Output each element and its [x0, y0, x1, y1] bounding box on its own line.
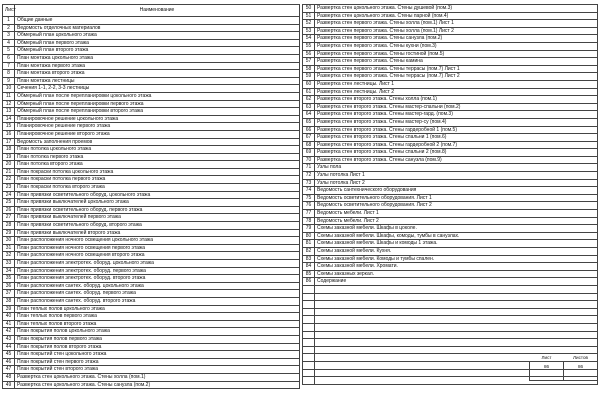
sheet-number: 38: [3, 297, 15, 305]
sheet-number: 41: [3, 320, 15, 328]
sheet-name: Схемы заказной мебели. Кухня.: [315, 248, 598, 256]
sheet-number: 83: [303, 255, 315, 263]
table-row: [3, 153, 300, 161]
sheet-number: 65: [303, 118, 315, 126]
table-row: [303, 263, 598, 271]
table-row: [3, 351, 300, 359]
table-row: [3, 54, 300, 62]
sheet-number: 34: [3, 267, 15, 275]
stamp-sheets-label: Листов: [573, 355, 588, 360]
table-row: [303, 240, 598, 248]
table-row: [303, 12, 598, 20]
sheet-number: 40: [3, 313, 15, 321]
sheet-name: План покраски потолка второго этажа: [15, 184, 300, 192]
table-row: [303, 20, 598, 28]
table-row: [303, 316, 598, 324]
table-row: [303, 5, 598, 13]
sheet-name: Ведомость осветительного оборудования. Лист 2: [315, 202, 598, 210]
table-row: [3, 39, 300, 47]
sheet-name: Развертка стен второго этажа. Стены санузла (пом.9): [315, 156, 598, 164]
table-row: [303, 172, 598, 180]
table-row: [3, 313, 300, 321]
sheet-name: Развертка стен первого этажа. Стены холла (пом.1) Лист 1: [315, 20, 598, 28]
sheet-name: Схемы заказной мебели. Шкафы, комоды, тумбы в санузлах.: [315, 232, 598, 240]
sheet-name: План расположения ночного освещения второго этажа: [15, 252, 300, 260]
table-row: [3, 305, 300, 313]
sheet-name: [315, 308, 598, 316]
sheet-number: 6: [3, 54, 15, 62]
sheet-name: План расположения электротех. оборуд. первого этажа: [15, 267, 300, 275]
sheet-number: [303, 331, 315, 339]
table-row: [3, 100, 300, 108]
sheet-number: 84: [303, 263, 315, 271]
sheet-name: Развертка стен второго этажа. Стены холла (пом.1): [315, 96, 598, 104]
table-row: [3, 214, 300, 222]
sheet-number: 54: [303, 35, 315, 43]
sheet-name: Сечения 1-1, 2-2, 3-3 лестницы: [15, 85, 300, 93]
sheet-number: [303, 308, 315, 316]
table-row: [3, 92, 300, 100]
table-row: [3, 191, 300, 199]
table-row: [3, 168, 300, 176]
sheet-name: План расположения электротех. оборуд. второго этажа: [15, 275, 300, 283]
sheet-number: 80: [303, 232, 315, 240]
sheet-number: 24: [3, 191, 15, 199]
table-row: [303, 346, 598, 354]
sheet-name: Узлы пола: [315, 164, 598, 172]
table-row: [3, 206, 300, 214]
sheet-number: 35: [3, 275, 15, 283]
sheet-number: 36: [3, 282, 15, 290]
table-row: [303, 285, 598, 293]
sheet-number: 7: [3, 62, 15, 70]
table-row: [3, 108, 300, 116]
sheet-name: [315, 316, 598, 324]
sheet-name: Общие данные: [15, 17, 300, 25]
sheet-name: План покрытий стен первого этажа: [15, 358, 300, 366]
sheet-name: План теплых полов цокольного этажа: [15, 305, 300, 313]
sheet-name: [315, 293, 598, 301]
sheet-number: 57: [303, 58, 315, 66]
sheet-name: План расположения сантех. оборуд. цокольного этажа: [15, 282, 300, 290]
sheet-number: 4: [3, 39, 15, 47]
sheet-name: Развертка стен лестницы. Лист 2: [315, 88, 598, 96]
sheet-number: 79: [303, 225, 315, 233]
table-row: [303, 111, 598, 119]
table-row: [303, 103, 598, 111]
table-row: [3, 138, 300, 146]
table-row: [3, 70, 300, 78]
table-row: [3, 24, 300, 32]
sheet-index-table-left: [2, 4, 300, 389]
sheet-number: 8: [3, 70, 15, 78]
sheet-name: Развертка стен первого этажа. Стены санузла (пом.2): [315, 35, 598, 43]
sheet-number: 43: [3, 335, 15, 343]
stamp-sheets-value: 86: [564, 362, 598, 381]
sheet-number: 77: [303, 210, 315, 218]
sheet-number: 30: [3, 237, 15, 245]
sheet-name: План расположения сантех. оборуд. первого этажа: [15, 290, 300, 298]
table-row: [3, 244, 300, 252]
table-row: [303, 202, 598, 210]
sheet-number: 72: [303, 172, 315, 180]
table-row: [303, 126, 598, 134]
sheet-name: [315, 331, 598, 339]
sheet-name: План потолка первого этажа: [15, 153, 300, 161]
sheet-name: Схемы заказной мебели. Шкафы и комоды 1 этажа.: [315, 240, 598, 248]
sheet-number: [303, 346, 315, 354]
sheet-name: План расположения сантех. оборуд. второго этажа: [15, 297, 300, 305]
sheet-number: 71: [303, 164, 315, 172]
table-row: [3, 161, 300, 169]
sheet-number: 58: [303, 65, 315, 73]
sheet-name: Планировочное решение второго этажа: [15, 130, 300, 138]
sheet-name: [315, 339, 598, 347]
sheet-name: План монтажа первого этажа: [15, 62, 300, 70]
sheet-name: Обмерный план после перепланировки первого этажа: [15, 100, 300, 108]
sheet-name: План покраски потолка первого этажа: [15, 176, 300, 184]
table-row: [303, 210, 598, 218]
sheet-name: Обмерный план после перепланировки цокольного этажа: [15, 92, 300, 100]
table-row: [303, 278, 598, 286]
stamp-sheet-value: 86: [530, 362, 564, 381]
sheet-number: 66: [303, 126, 315, 134]
table-row: [303, 58, 598, 66]
table-row: [3, 358, 300, 366]
sheet-name: План монтажа лестницы: [15, 77, 300, 85]
sheet-number: 14: [3, 115, 15, 123]
sheet-number: 49: [3, 381, 15, 389]
sheet-number: 47: [3, 366, 15, 374]
sheet-number: 12: [3, 100, 15, 108]
table-row: [303, 293, 598, 301]
sheet-name: Развертка стен второго этажа. Стены гардеробной 2 (пом.7): [315, 141, 598, 149]
sheet-name: Обмерный план первого этажа: [15, 39, 300, 47]
sheet-name: Развертка стен лестницы. Лист 1: [315, 80, 598, 88]
sheet-name: Развертка стен первого этажа. Стены холла (пом.1) Лист 2: [315, 27, 598, 35]
sheet-name: [315, 301, 598, 309]
table-row: [3, 146, 300, 154]
sheet-name: План покрытия полов цокольного этажа: [15, 328, 300, 336]
table-row: [303, 134, 598, 142]
sheet-number-header: Лист: [3, 5, 15, 17]
sheet-number: 5: [3, 47, 15, 55]
table-row: [303, 255, 598, 263]
table-row: [303, 35, 598, 43]
sheet-number: 74: [303, 187, 315, 195]
table-row: [3, 130, 300, 138]
table-row: [303, 179, 598, 187]
table-row: [3, 222, 300, 230]
sheet-name: Схемы заказной мебели. Хромати.: [315, 263, 598, 271]
sheet-number: 60: [303, 80, 315, 88]
sheet-name: [315, 323, 598, 331]
table-row: [303, 149, 598, 157]
sheet-number: 76: [303, 202, 315, 210]
table-row: [303, 141, 598, 149]
sheet-name: Развертка стен цокольного этажа. Стены душевой (пом.3): [315, 5, 598, 13]
table-row: [303, 42, 598, 50]
sheet-number: 48: [3, 373, 15, 381]
sheet-name: Ведомость мебели. Лист 2: [315, 217, 598, 225]
sheet-number: 27: [3, 214, 15, 222]
sheet-number: 13: [3, 108, 15, 116]
table-row: [3, 199, 300, 207]
sheet-name: Узлы потолка Лист 2: [315, 179, 598, 187]
sheet-number: 67: [303, 134, 315, 142]
sheet-name: [315, 285, 598, 293]
sheet-number: 10: [3, 85, 15, 93]
table-row: [303, 301, 598, 309]
sheet-name: План покрытия полов второго этажа: [15, 343, 300, 351]
sheet-name: Обмерный план после перепланировки второго этажа: [15, 108, 300, 116]
sheet-name: План расположения электротех. оборуд. цокольного этажа: [15, 260, 300, 268]
table-row: [3, 85, 300, 93]
table-row: [3, 260, 300, 268]
table-row: [3, 17, 300, 25]
sheet-number: 50: [303, 5, 315, 13]
sheet-number: 44: [3, 343, 15, 351]
table-row: [3, 328, 300, 336]
sheet-name: План теплых полов второго этажа: [15, 320, 300, 328]
sheet-name: Развертка стен второго этажа. Стены мастер-гард. (пом.3): [315, 111, 598, 119]
table-row: [3, 267, 300, 275]
sheet-number: 26: [3, 206, 15, 214]
sheet-number: [303, 377, 315, 385]
sheet-name: План привязки осветительного оборуд. цокольного этажа: [15, 191, 300, 199]
sheet-number: 32: [3, 252, 15, 260]
sheet-number: 63: [303, 103, 315, 111]
sheet-number: 15: [3, 123, 15, 131]
sheet-number: 21: [3, 168, 15, 176]
sheet-number: 62: [303, 96, 315, 104]
sheet-number: 61: [303, 88, 315, 96]
sheet-number: 51: [303, 12, 315, 20]
table-row: [3, 343, 300, 351]
sheet-number: 3: [3, 32, 15, 40]
table-row: [3, 115, 300, 123]
table-row: [3, 229, 300, 237]
sheet-name: Развертка стен цокольного этажа. Стены холла (пом.1): [15, 373, 300, 381]
sheet-name-header: Наименование: [15, 5, 300, 17]
table-row: [3, 32, 300, 40]
sheet-number: [303, 293, 315, 301]
sheet-number: [303, 354, 315, 362]
table-row: [303, 232, 598, 240]
sheet-number: 81: [303, 240, 315, 248]
table-row: [303, 27, 598, 35]
table-row: [303, 80, 598, 88]
sheet-number: 22: [3, 176, 15, 184]
sheet-number: 73: [303, 179, 315, 187]
sheet-name: Развертка стен первого этажа. Стены камина: [315, 58, 598, 66]
table-row: [303, 217, 598, 225]
table-row: [303, 96, 598, 104]
table-row: [3, 381, 300, 389]
table-row: [303, 164, 598, 172]
table-row: [303, 73, 598, 81]
sheet-number: 75: [303, 194, 315, 202]
sheet-name: Развертка стен первого этажа. Стены террасы (пом.7) Лист 2: [315, 73, 598, 81]
stamp-sheet-label: Лист: [541, 355, 552, 360]
sheet-number: 18: [3, 146, 15, 154]
table-row: [303, 65, 598, 73]
table-row: [3, 290, 300, 298]
sheet-number: 55: [303, 42, 315, 50]
sheet-number: 2: [3, 24, 15, 32]
sheet-name: План покраски потолка цокольного этажа: [15, 168, 300, 176]
sheet-name: Ведомость отделочных материалов: [15, 24, 300, 32]
table-row: [3, 62, 300, 70]
sheet-name: Узлы потолка Лист 1: [315, 172, 598, 180]
sheet-name: Развертка стен второго этажа. Стены спальни 1 (пом.6): [315, 134, 598, 142]
sheet-name: План монтажа второго этажа: [15, 70, 300, 78]
sheet-number: 19: [3, 153, 15, 161]
sheet-name: Схемы заказной мебели. Шкафы в цоколе.: [315, 225, 598, 233]
sheet-name: Ведомость осветительного оборудования. Лист 1: [315, 194, 598, 202]
table-row: [303, 50, 598, 58]
sheet-name: Содержание: [315, 278, 598, 286]
sheet-number: 78: [303, 217, 315, 225]
table-row: [3, 123, 300, 131]
sheet-number: 1: [3, 17, 15, 25]
sheet-number: [303, 323, 315, 331]
table-row: [3, 373, 300, 381]
sheet-number: 69: [303, 149, 315, 157]
sheet-name: План привязки осветительного оборуд. второго этажа: [15, 222, 300, 230]
sheet-name: Развертка стен цокольного этажа. Стены парной (пом.4): [315, 12, 598, 20]
table-row: [3, 335, 300, 343]
sheet-number: 16: [3, 130, 15, 138]
sheet-name: Развертка стен первого этажа. Стены террасы (пом.7) Лист 1: [315, 65, 598, 73]
sheet-name: Планировочное решение цокольного этажа: [15, 115, 300, 123]
sheet-number: [303, 285, 315, 293]
sheet-number: 86: [303, 278, 315, 286]
table-row: [3, 237, 300, 245]
table-row: [303, 331, 598, 339]
sheet-name: План потолка второго этажа: [15, 161, 300, 169]
sheet-number: 11: [3, 92, 15, 100]
sheet-name: Развертка стен второго этажа. Стены мастер-спальни (пом.2): [315, 103, 598, 111]
table-row: [3, 176, 300, 184]
sheet-name: Планировочное решение первого этажа: [15, 123, 300, 131]
sheet-name: План привязки осветительного оборуд. первого этажа: [15, 206, 300, 214]
table-row: [303, 270, 598, 278]
sheet-number: 29: [3, 229, 15, 237]
sheet-name: Ведомость заполнения проемов: [15, 138, 300, 146]
sheet-number: [303, 301, 315, 309]
sheet-number: 64: [303, 111, 315, 119]
sheet-number: 85: [303, 270, 315, 278]
sheet-number: 25: [3, 199, 15, 207]
sheet-name: План покрытий стен цокольного этажа: [15, 351, 300, 359]
sheet-name: Развертка стен второго этажа. Стены спальни 2 (пом.8): [315, 149, 598, 157]
sheet-name: Ведомость сантехнического оборудования: [315, 187, 598, 195]
sheet-number: 17: [3, 138, 15, 146]
sheet-name: План привязки выключателей цокольного этажа: [15, 199, 300, 207]
sheet-name: План покрытия полов первого этажа: [15, 335, 300, 343]
table-row: [3, 184, 300, 192]
table-row: [303, 323, 598, 331]
sheet-name: Схемы заказных зеркал.: [315, 270, 598, 278]
table-row: [3, 77, 300, 85]
sheet-name: Развертка стен первого этажа. Стены гостиной (пом.5): [315, 50, 598, 58]
sheet-number: 82: [303, 248, 315, 256]
sheet-number: 53: [303, 27, 315, 35]
sheet-name: План привязки выключателей второго этажа: [15, 229, 300, 237]
sheet-number: 46: [3, 358, 15, 366]
sheet-number: 23: [3, 184, 15, 192]
table-row: [3, 366, 300, 374]
table-row: [3, 297, 300, 305]
sheet-number: 59: [303, 73, 315, 81]
sheet-number: 70: [303, 156, 315, 164]
sheet-number: 42: [3, 328, 15, 336]
sheet-number: 37: [3, 290, 15, 298]
sheet-name: План расположения ночного освещения цокольного этажа: [15, 237, 300, 245]
table-row: [3, 282, 300, 290]
table-row: [3, 320, 300, 328]
table-row: [3, 252, 300, 260]
table-row: [303, 156, 598, 164]
sheet-number: 39: [3, 305, 15, 313]
table-row: [303, 194, 598, 202]
table-row: [303, 187, 598, 195]
sheet-number: [303, 339, 315, 347]
sheet-name: Развертка стен первого этажа. Стены кухни (пом.3): [315, 42, 598, 50]
sheet-number: 20: [3, 161, 15, 169]
table-row: [303, 118, 598, 126]
sheet-name: Схемы заказной мебели. Комоды и тумбы спален.: [315, 255, 598, 263]
sheet-number: 56: [303, 50, 315, 58]
sheet-number: 68: [303, 141, 315, 149]
table-row: [303, 225, 598, 233]
table-row: [3, 47, 300, 55]
sheet-name: План расположения ночного освещения первого этажа: [15, 244, 300, 252]
sheet-number: 28: [3, 222, 15, 230]
sheet-number: [303, 369, 315, 377]
table-header-row: [3, 5, 300, 17]
table-row: [303, 248, 598, 256]
sheet-number: 9: [3, 77, 15, 85]
table-row: [3, 275, 300, 283]
sheet-name: Развертка стен второго этажа. Стены гардеробной 1 (пом.5): [315, 126, 598, 134]
title-block-stamp: [529, 354, 598, 381]
table-row: [303, 88, 598, 96]
sheet-number: [303, 316, 315, 324]
sheet-name: План потолка цокольного этажа: [15, 146, 300, 154]
sheet-number: [303, 361, 315, 369]
sheet-number: 45: [3, 351, 15, 359]
sheet-name: [315, 346, 598, 354]
sheet-number: 52: [303, 20, 315, 28]
sheet-name: План монтажа цокольного этажа: [15, 54, 300, 62]
sheet-name: Обмерный план второго этажа: [15, 47, 300, 55]
sheet-name: План привязки выключателей первого этажа: [15, 214, 300, 222]
sheet-name: План теплых полов первого этажа: [15, 313, 300, 321]
sheet-name: План покрытий стен второго этажа: [15, 366, 300, 374]
sheet-index-table-right: [302, 4, 598, 385]
sheet-name: Развертка стен цокольного этажа. Стены санузла (пом.2): [15, 381, 300, 389]
sheet-name: Развертка стен второго этажа. Стены мастер-су (пом.4): [315, 118, 598, 126]
table-row: [303, 308, 598, 316]
sheet-name: Обмерный план цокольного этажа: [15, 32, 300, 40]
sheet-name: Ведомость мебели. Лист 1: [315, 210, 598, 218]
table-row: [303, 339, 598, 347]
sheet-number: 33: [3, 260, 15, 268]
sheet-number: 31: [3, 244, 15, 252]
